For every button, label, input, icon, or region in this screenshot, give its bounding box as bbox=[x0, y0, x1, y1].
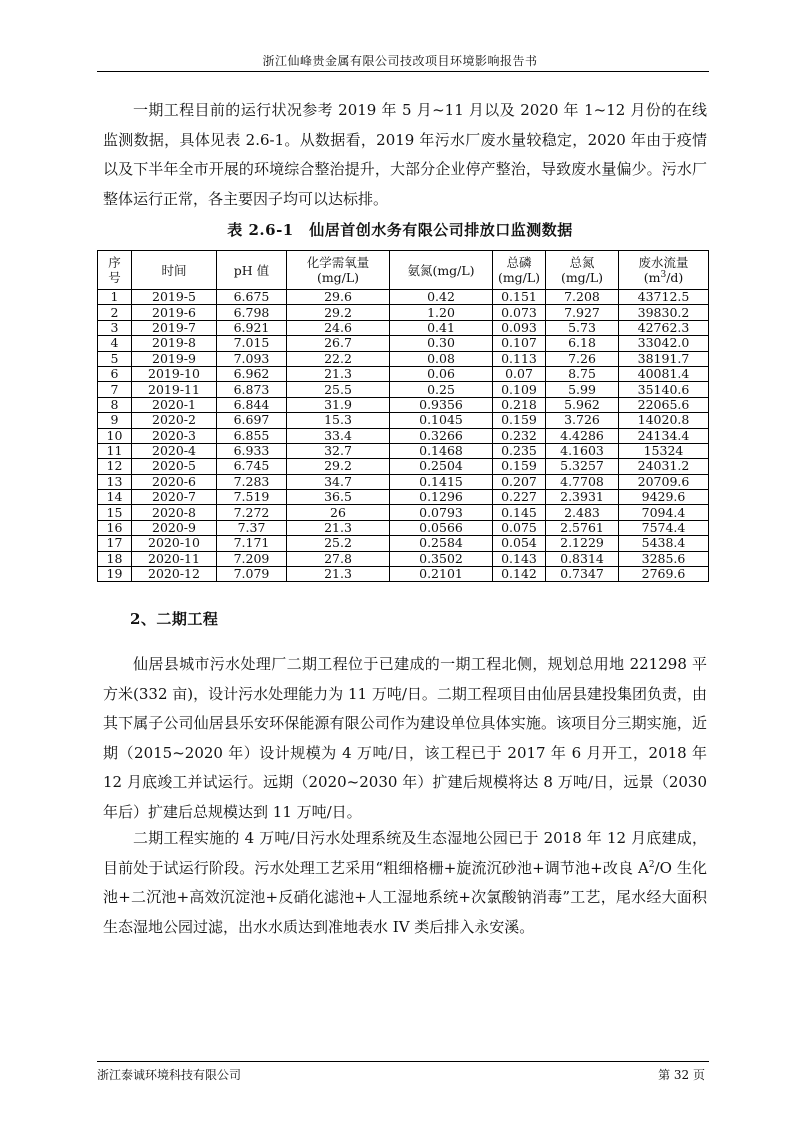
table-row bbox=[98, 520, 709, 535]
cell-total-phosphorus: 0.218 bbox=[493, 397, 546, 412]
cell-cod: 31.9 bbox=[287, 397, 390, 412]
cell-no: 3 bbox=[98, 320, 132, 335]
cell-no: 2 bbox=[98, 305, 132, 320]
cell-total-nitrogen: 5.99 bbox=[546, 382, 619, 397]
table-row bbox=[98, 320, 709, 335]
table-row bbox=[98, 551, 709, 566]
cell-total-phosphorus: 0.159 bbox=[493, 413, 546, 428]
table-row bbox=[98, 459, 709, 474]
cell-ph: 6.844 bbox=[217, 397, 287, 412]
cell-cod: 29.2 bbox=[287, 459, 390, 474]
cell-total-phosphorus: 0.232 bbox=[493, 428, 546, 443]
cell-cod: 34.7 bbox=[287, 474, 390, 489]
cell-total-nitrogen: 0.8314 bbox=[546, 551, 619, 566]
table-header-row bbox=[98, 251, 709, 290]
cell-total-nitrogen: 5.962 bbox=[546, 397, 619, 412]
cell-no: 1 bbox=[98, 290, 132, 305]
cell-ammonia: 0.06 bbox=[390, 366, 493, 381]
cell-total-phosphorus: 0.113 bbox=[493, 351, 546, 366]
cell-total-nitrogen: 5.73 bbox=[546, 320, 619, 335]
paragraph-phase2-overview: 仙居县城市污水处理厂二期工程位于已建成的一期工程北侧，规划总用地 221298 平方米(332 亩)，设计污水处理能力为 11 万吨/日。二期工程项目由仙居县建投集团负责，由其下属子公司仙居县乐安环保能源有限公司作为建设单位具体实施。该项目分三期实施，近期（2015~2020 年）设计规模为 4 万吨/日，该工程已于 2017 年 6 月开工，2018 年 12 月底竣工并试运行。远期（2020~2030 年）扩建后规模将达 8 万吨/日，远景（2030 年后）扩建后总规模达到 11 万吨/日。 bbox=[103, 655, 707, 821]
cell-no: 9 bbox=[98, 413, 132, 428]
paragraph-phase2-process: 二期工程实施的 4 万吨/日污水处理系统及生态湿地公园已于 2018 年 12 月底建成，目前处于试运行阶段。污水处理工艺采用“粗细格栅+旋流沉砂池+调节池+改良 $A^2/O$ 生化池+二沉池+高效沉淀池+反硝化滤池+人工湿地系统+次氯酸钠消毒”工艺，尾水经大面积生态湿地公园过滤，出水水质达到准地表水 IV 类后排入永安溪。 bbox=[103, 829, 707, 936]
cell-wastewater-flow: 9429.6 bbox=[619, 490, 709, 505]
cell-wastewater-flow: 15324 bbox=[619, 443, 709, 458]
cell-wastewater-flow: 2769.6 bbox=[619, 567, 709, 582]
cell-ph: 6.798 bbox=[217, 305, 287, 320]
table-row bbox=[98, 366, 709, 381]
cell-time: 2019-9 bbox=[132, 351, 217, 366]
footer-company: 浙江泰诚环境科技有限公司 bbox=[97, 1068, 242, 1082]
cell-wastewater-flow: 5438.4 bbox=[619, 536, 709, 551]
cell-ammonia: 0.2101 bbox=[390, 567, 493, 582]
table-row bbox=[98, 567, 709, 582]
cell-cod: 25.2 bbox=[287, 536, 390, 551]
cell-time: 2020-8 bbox=[132, 505, 217, 520]
cell-time: 2020-5 bbox=[132, 459, 217, 474]
cell-ammonia: 0.0793 bbox=[390, 505, 493, 520]
cell-ammonia: 0.3266 bbox=[390, 428, 493, 443]
cell-time: 2020-9 bbox=[132, 520, 217, 535]
cell-time: 2020-6 bbox=[132, 474, 217, 489]
cell-cod: 21.3 bbox=[287, 366, 390, 381]
cell-total-phosphorus: 0.207 bbox=[493, 474, 546, 489]
cell-total-nitrogen: 7.927 bbox=[546, 305, 619, 320]
cell-ammonia: 0.08 bbox=[390, 351, 493, 366]
cell-ammonia: 0.2504 bbox=[390, 459, 493, 474]
cell-no: 11 bbox=[98, 443, 132, 458]
table-row bbox=[98, 443, 709, 458]
cell-wastewater-flow: 43712.5 bbox=[619, 290, 709, 305]
cell-total-phosphorus: 0.073 bbox=[493, 305, 546, 320]
cell-total-phosphorus: 0.054 bbox=[493, 536, 546, 551]
cell-total-nitrogen: 7.26 bbox=[546, 351, 619, 366]
cell-total-nitrogen: 2.483 bbox=[546, 505, 619, 520]
cell-total-nitrogen: 7.208 bbox=[546, 290, 619, 305]
cell-ammonia: 0.1045 bbox=[390, 413, 493, 428]
cell-time: 2019-6 bbox=[132, 305, 217, 320]
cell-wastewater-flow: 33042.0 bbox=[619, 336, 709, 351]
cell-no: 5 bbox=[98, 351, 132, 366]
cell-time: 2020-12 bbox=[132, 567, 217, 582]
cell-wastewater-flow: 24134.4 bbox=[619, 428, 709, 443]
cell-wastewater-flow: 42762.3 bbox=[619, 320, 709, 335]
footer-rule bbox=[97, 1061, 709, 1062]
cell-ph: 7.272 bbox=[217, 505, 287, 520]
cell-ammonia: 0.25 bbox=[390, 382, 493, 397]
cell-total-phosphorus: 0.075 bbox=[493, 520, 546, 535]
cell-no: 16 bbox=[98, 520, 132, 535]
cell-ph: 6.697 bbox=[217, 413, 287, 428]
cell-cod: 29.6 bbox=[287, 290, 390, 305]
cell-wastewater-flow: 20709.6 bbox=[619, 474, 709, 489]
cell-total-nitrogen: 6.18 bbox=[546, 336, 619, 351]
cell-total-phosphorus: 0.143 bbox=[493, 551, 546, 566]
cell-cod: 22.2 bbox=[287, 351, 390, 366]
cell-total-phosphorus: 0.07 bbox=[493, 366, 546, 381]
header-no: 序号 bbox=[98, 251, 132, 290]
cell-time: 2020-4 bbox=[132, 443, 217, 458]
cell-time: 2019-10 bbox=[132, 366, 217, 381]
cell-ammonia: 0.3502 bbox=[390, 551, 493, 566]
cell-total-phosphorus: 0.151 bbox=[493, 290, 546, 305]
cell-wastewater-flow: 35140.6 bbox=[619, 382, 709, 397]
cell-total-phosphorus: 0.159 bbox=[493, 459, 546, 474]
cell-wastewater-flow: 24031.2 bbox=[619, 459, 709, 474]
cell-ph: 6.855 bbox=[217, 428, 287, 443]
cell-no: 4 bbox=[98, 336, 132, 351]
cell-cod: 36.5 bbox=[287, 490, 390, 505]
header-cod: 化学需氧量 (mg/L) bbox=[287, 251, 390, 290]
cell-no: 12 bbox=[98, 459, 132, 474]
table-row bbox=[98, 351, 709, 366]
cell-total-nitrogen: 4.4286 bbox=[546, 428, 619, 443]
table-row bbox=[98, 336, 709, 351]
cell-total-nitrogen: 3.726 bbox=[546, 413, 619, 428]
cell-total-nitrogen: 2.5761 bbox=[546, 520, 619, 535]
table-body bbox=[98, 290, 709, 582]
cell-cod: 25.5 bbox=[287, 382, 390, 397]
cell-ph: 6.962 bbox=[217, 366, 287, 381]
header-total-phosphorus: 总磷 (mg/L) bbox=[493, 251, 546, 290]
cell-total-phosphorus: 0.093 bbox=[493, 320, 546, 335]
cell-ph: 6.675 bbox=[217, 290, 287, 305]
cell-cod: 32.7 bbox=[287, 443, 390, 458]
cell-cod: 21.3 bbox=[287, 520, 390, 535]
cell-no: 8 bbox=[98, 397, 132, 412]
cell-no: 6 bbox=[98, 366, 132, 381]
cell-wastewater-flow: 3285.6 bbox=[619, 551, 709, 566]
cell-total-phosphorus: 0.107 bbox=[493, 336, 546, 351]
table-row bbox=[98, 413, 709, 428]
header-ph: pH 值 bbox=[217, 251, 287, 290]
table-row bbox=[98, 536, 709, 551]
cell-ph: 7.079 bbox=[217, 567, 287, 582]
section-heading-phase2: 2、二期工程 bbox=[130, 610, 219, 628]
table-row bbox=[98, 397, 709, 412]
cell-ammonia: 0.1415 bbox=[390, 474, 493, 489]
cell-cod: 26.7 bbox=[287, 336, 390, 351]
cell-ph: 6.745 bbox=[217, 459, 287, 474]
cell-total-phosphorus: 0.227 bbox=[493, 490, 546, 505]
cell-cod: 27.8 bbox=[287, 551, 390, 566]
cell-cod: 21.3 bbox=[287, 567, 390, 582]
table-row bbox=[98, 505, 709, 520]
cell-no: 7 bbox=[98, 382, 132, 397]
table-row bbox=[98, 290, 709, 305]
cell-ammonia: 0.41 bbox=[390, 320, 493, 335]
cell-no: 10 bbox=[98, 428, 132, 443]
cell-total-nitrogen: 2.3931 bbox=[546, 490, 619, 505]
cell-wastewater-flow: 22065.6 bbox=[619, 397, 709, 412]
table-row bbox=[98, 382, 709, 397]
cell-total-phosphorus: 0.142 bbox=[493, 567, 546, 582]
cell-ph: 7.37 bbox=[217, 520, 287, 535]
table-row bbox=[98, 474, 709, 489]
cell-time: 2019-5 bbox=[132, 290, 217, 305]
header-rule bbox=[97, 71, 709, 72]
cell-ph: 6.873 bbox=[217, 382, 287, 397]
monitoring-data-table bbox=[97, 250, 709, 582]
cell-ammonia: 0.1296 bbox=[390, 490, 493, 505]
cell-total-nitrogen: 5.3257 bbox=[546, 459, 619, 474]
cell-time: 2019-8 bbox=[132, 336, 217, 351]
cell-ph: 7.519 bbox=[217, 490, 287, 505]
cell-total-phosphorus: 0.145 bbox=[493, 505, 546, 520]
cell-no: 14 bbox=[98, 490, 132, 505]
cell-total-nitrogen: 4.7708 bbox=[546, 474, 619, 489]
cell-ph: 6.933 bbox=[217, 443, 287, 458]
cell-wastewater-flow: 14020.8 bbox=[619, 413, 709, 428]
cell-ammonia: 0.2584 bbox=[390, 536, 493, 551]
table-row bbox=[98, 428, 709, 443]
cell-total-nitrogen: 2.1229 bbox=[546, 536, 619, 551]
cell-wastewater-flow: 39830.2 bbox=[619, 305, 709, 320]
cell-cod: 24.6 bbox=[287, 320, 390, 335]
footer-page-number: 第 32 页 bbox=[658, 1068, 705, 1082]
cell-ammonia: 0.1468 bbox=[390, 443, 493, 458]
cell-wastewater-flow: 7574.4 bbox=[619, 520, 709, 535]
cell-time: 2020-3 bbox=[132, 428, 217, 443]
table-row bbox=[98, 490, 709, 505]
cell-ph: 7.015 bbox=[217, 336, 287, 351]
cell-cod: 15.3 bbox=[287, 413, 390, 428]
header-time: 时间 bbox=[132, 251, 217, 290]
cell-total-nitrogen: 4.1603 bbox=[546, 443, 619, 458]
table-caption: 表 2.6-1 仙居首创水务有限公司排放口监测数据 bbox=[227, 221, 573, 239]
cell-time: 2020-1 bbox=[132, 397, 217, 412]
cell-ammonia: 0.0566 bbox=[390, 520, 493, 535]
cell-ammonia: 0.9356 bbox=[390, 397, 493, 412]
header-ammonia: 氨氮(mg/L) bbox=[390, 251, 493, 290]
cell-time: 2020-10 bbox=[132, 536, 217, 551]
cell-time: 2020-2 bbox=[132, 413, 217, 428]
cell-time: 2019-7 bbox=[132, 320, 217, 335]
cell-ph: 7.171 bbox=[217, 536, 287, 551]
cell-ammonia: 0.42 bbox=[390, 290, 493, 305]
cell-time: 2020-11 bbox=[132, 551, 217, 566]
cell-time: 2020-7 bbox=[132, 490, 217, 505]
page-header-title: 浙江仙峰贵金属有限公司技改项目环境影响报告书 bbox=[262, 54, 538, 68]
cell-ph: 7.283 bbox=[217, 474, 287, 489]
header-wastewater-flow: 废水流量 $(m^3/d)$ bbox=[619, 251, 709, 290]
cell-no: 18 bbox=[98, 551, 132, 566]
cell-wastewater-flow: 7094.4 bbox=[619, 505, 709, 520]
cell-no: 15 bbox=[98, 505, 132, 520]
cell-cod: 33.4 bbox=[287, 428, 390, 443]
cell-ph: 7.209 bbox=[217, 551, 287, 566]
cell-no: 19 bbox=[98, 567, 132, 582]
cell-cod: 29.2 bbox=[287, 305, 390, 320]
cell-total-nitrogen: 8.75 bbox=[546, 366, 619, 381]
cell-wastewater-flow: 40081.4 bbox=[619, 366, 709, 381]
paragraph-phase1-status: 一期工程目前的运行状况参考 2019 年 5 月~11 月以及 2020 年 1~12 月份的在线监测数据，具体见表 2.6-1。从数据看，2019 年污水厂废水量较稳定，2020 年由于疫情以及下半年全市开展的环境综合整治提升，大部分企业停产整治，导致废水量偏少。污水厂整体运行正常，各主要因子均可以达标排。 bbox=[103, 101, 707, 208]
cell-time: 2019-11 bbox=[132, 382, 217, 397]
cell-ph: 6.921 bbox=[217, 320, 287, 335]
cell-total-phosphorus: 0.109 bbox=[493, 382, 546, 397]
cell-ammonia: 1.20 bbox=[390, 305, 493, 320]
cell-no: 13 bbox=[98, 474, 132, 489]
cell-total-nitrogen: 0.7347 bbox=[546, 567, 619, 582]
cell-cod: 26 bbox=[287, 505, 390, 520]
cell-wastewater-flow: 38191.7 bbox=[619, 351, 709, 366]
cell-ammonia: 0.30 bbox=[390, 336, 493, 351]
cell-no: 17 bbox=[98, 536, 132, 551]
cell-total-phosphorus: 0.235 bbox=[493, 443, 546, 458]
table-row bbox=[98, 305, 709, 320]
cell-ph: 7.093 bbox=[217, 351, 287, 366]
header-total-nitrogen: 总氮 (mg/L) bbox=[546, 251, 619, 290]
